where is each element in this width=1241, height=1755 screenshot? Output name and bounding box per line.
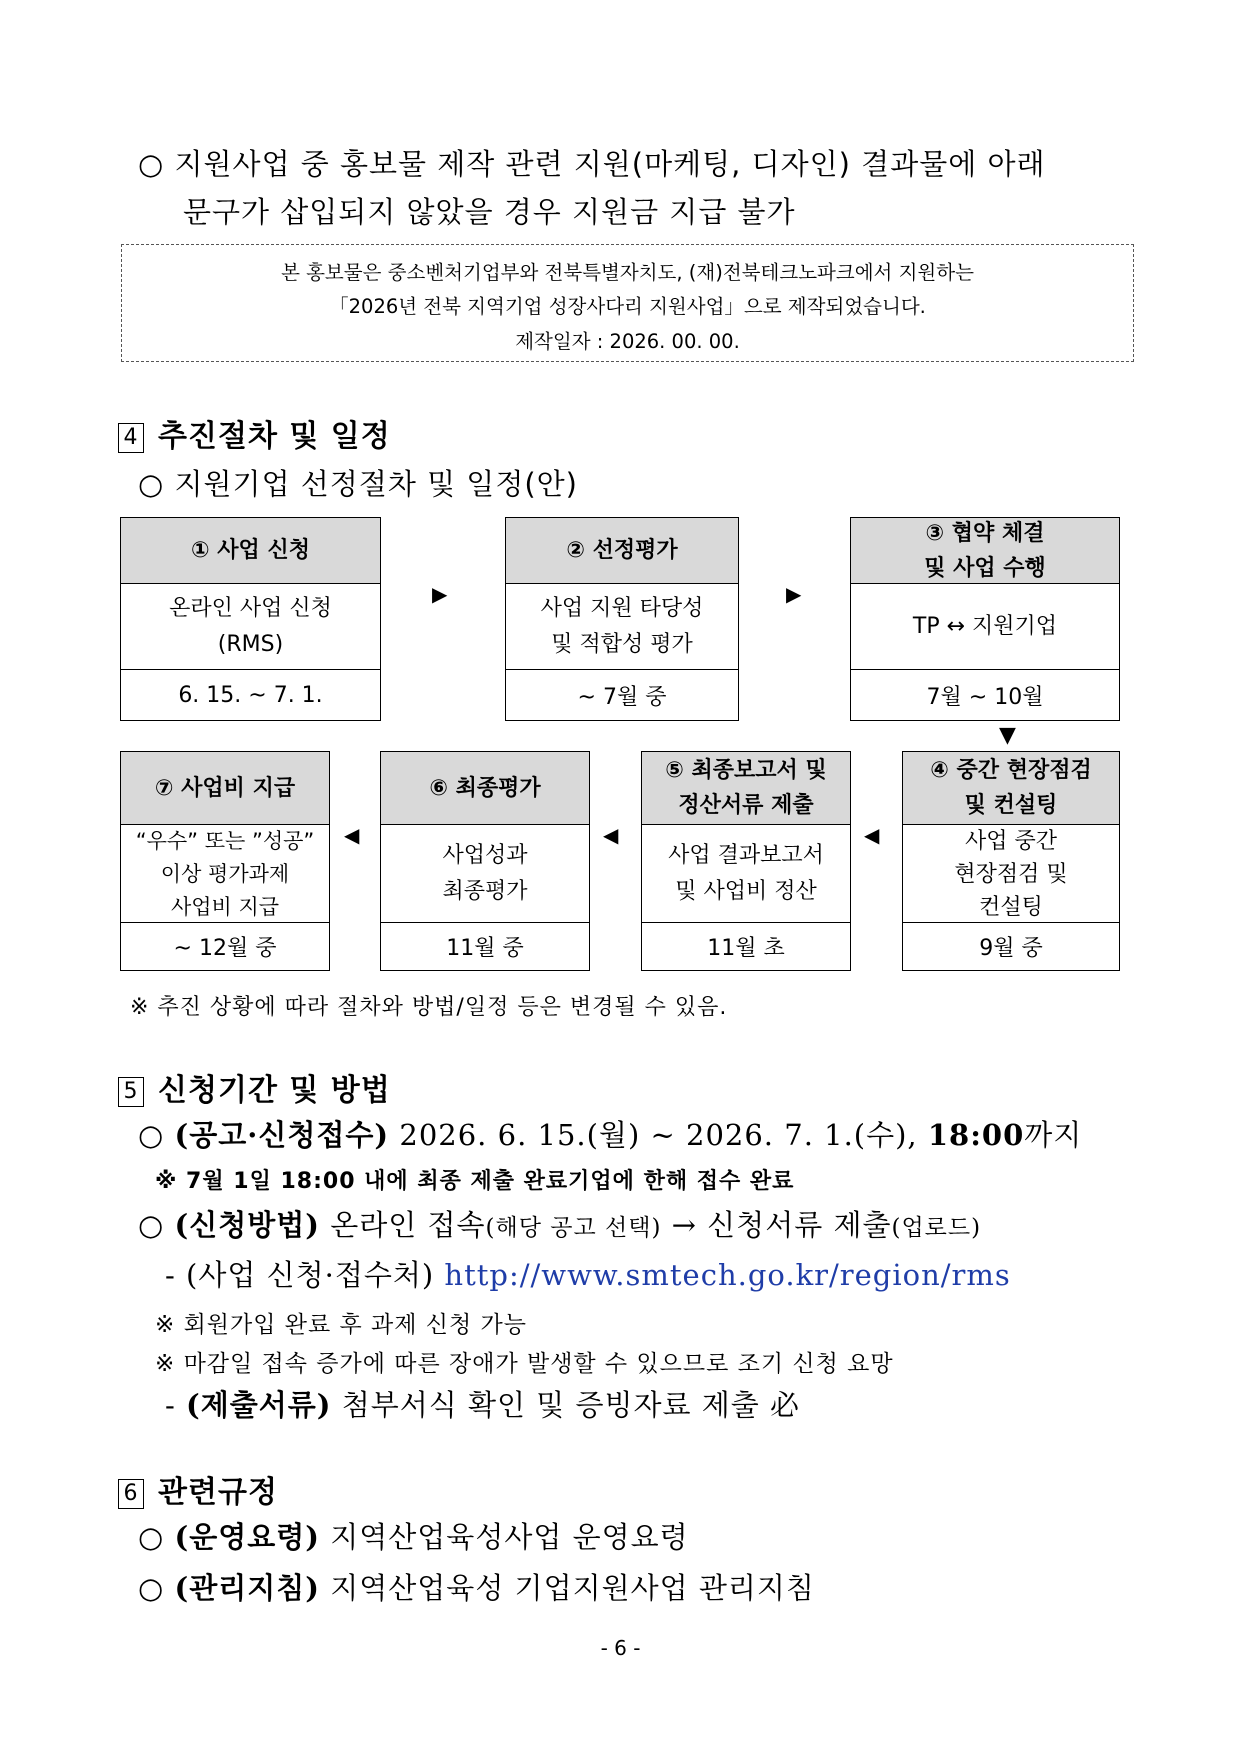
period-line — [138, 1113, 1082, 1154]
bullet: ○ — [138, 1208, 175, 1242]
bullet: ○ — [138, 1571, 175, 1605]
step-7-foot: ~ 12월 중 — [121, 922, 329, 970]
note-deadline: ※ 마감일 접속 증가에 따른 장애가 발생할 수 있으므로 조기 신청 요망 — [155, 1351, 894, 1377]
step-3-foot: 7월 ~ 10월 — [851, 669, 1119, 720]
docs-text: 첨부서식 확인 및 증빙자료 제출 必 — [331, 1388, 801, 1422]
step-7-head: ⑦ 사업비 지급 — [121, 752, 329, 825]
period-suffix: 까지 — [1024, 1118, 1083, 1152]
step-2-box — [505, 517, 739, 721]
method-paren-2: (업로드) — [891, 1215, 982, 1241]
bullet: ○ — [138, 1118, 175, 1152]
dash: - — [165, 1388, 187, 1422]
step-4-body: 사업 중간 현장점검 및 컨설팅 — [954, 828, 1068, 920]
section-5-title: 신청기간 및 방법 — [158, 1073, 391, 1108]
step-6-body: 사업성과 최종평가 — [442, 843, 528, 904]
arrow-right-icon: ▶ — [786, 582, 802, 606]
bullet: ○ — [138, 1520, 175, 1554]
method-text-2: → 신청서류 제출 — [661, 1208, 892, 1242]
step-1-body: 온라인 사업 신청 (RMS) — [169, 596, 332, 657]
step-3-body: TP ↔ 지원기업 — [912, 614, 1058, 639]
rule-1-text: 지역산업육성사업 운영요령 — [320, 1520, 689, 1554]
step-4-head: ④ 중간 현장점검 및 컨설팅 — [903, 752, 1119, 825]
step-1-foot: 6. 15. ~ 7. 1. — [121, 669, 380, 720]
docs-line — [165, 1383, 800, 1424]
period-time: 18:00 — [927, 1118, 1025, 1152]
notice-line-3: 제작일자 : 2026. 00. 00. — [515, 330, 740, 353]
section-4-title: 추진절차 및 일정 — [158, 419, 391, 454]
note-register: ※ 회원가입 완료 후 과제 신청 가능 — [155, 1312, 527, 1338]
rule-2-label: (관리지침) — [174, 1571, 321, 1605]
arrow-left-icon: ◀ — [344, 823, 360, 847]
step-4-foot: 9월 중 — [903, 922, 1119, 970]
step-5-box — [641, 751, 851, 971]
step-5-head: ⑤ 최종보고서 및 정산서류 제출 — [642, 752, 850, 825]
step-1-box — [120, 517, 381, 721]
method-line — [138, 1203, 981, 1244]
section-4-heading — [118, 411, 391, 455]
rule-2 — [138, 1566, 815, 1607]
step-3-head: ③ 협약 체결 및 사업 수행 — [851, 518, 1119, 584]
section-6-number: 6 — [118, 1479, 144, 1509]
site-label: - (사업 신청·접수처) — [165, 1258, 445, 1292]
period-text: 2026. 6. 15.(월) ~ 2026. 7. 1.(수), — [389, 1118, 928, 1152]
arrow-right-icon: ▶ — [432, 582, 448, 606]
page-number: - 6 - — [600, 1636, 641, 1660]
section-6-heading — [118, 1467, 278, 1511]
section-5-number: 5 — [118, 1077, 144, 1107]
step-2-head: ② 선정평가 — [506, 518, 738, 584]
arrow-left-icon: ◀ — [864, 823, 880, 847]
rule-2-text: 지역산업육성 기업지원사업 관리지침 — [320, 1571, 815, 1605]
section-6-title: 관련규정 — [158, 1475, 278, 1510]
rule-1 — [138, 1515, 689, 1556]
intro-line-2: 문구가 삽입되지 않았을 경우 지원금 지급 불가 — [183, 195, 796, 229]
docs-label: (제출서류) — [186, 1388, 332, 1422]
arrow-down-icon: ▼ — [999, 723, 1016, 748]
site-link[interactable]: http://www.smtech.go.kr/region/rms — [444, 1258, 1011, 1292]
period-note: ※ 7월 1일 18:00 내에 최종 제출 완료기업에 한해 접수 완료 — [155, 1169, 795, 1194]
step-4-box — [902, 751, 1120, 971]
step-2-body: 사업 지원 타당성 및 적합성 평가 — [540, 596, 704, 657]
step-6-box — [380, 751, 590, 971]
method-label: (신청방법) — [174, 1208, 321, 1242]
notice-line-2: 「2026년 전북 지역기업 성장사다리 지원사업」으로 제작되었습니다. — [329, 295, 926, 318]
section-4-subtitle: ○ 지원기업 선정절차 및 일정(안) — [138, 467, 578, 501]
arrow-left-icon: ◀ — [603, 823, 619, 847]
method-paren-1: (해당 공고 선택) — [485, 1215, 662, 1241]
step-6-head: ⑥ 최종평가 — [381, 752, 589, 825]
schedule-note: ※ 추진 상황에 따라 절차와 방법/일정 등은 변경될 수 있음. — [130, 995, 728, 1020]
step-7-body: “우수” 또는 ”성공” 이상 평가과제 사업비 지급 — [135, 828, 315, 919]
method-text: 온라인 접속 — [320, 1208, 486, 1242]
notice-line-1: 본 홍보물은 중소벤처기업부와 전북특별자치도, (재)전북테크노파크에서 지원하는 — [281, 261, 974, 284]
step-5-foot: 11월 초 — [642, 922, 850, 970]
step-3-box — [850, 517, 1120, 721]
step-1-head: ① 사업 신청 — [121, 518, 380, 584]
intro-line-1: ○ 지원사업 중 홍보물 제작 관련 지원(마케팅, 디자인) 결과물에 아래 — [138, 147, 1046, 181]
step-5-body: 사업 결과보고서 및 사업비 정산 — [668, 843, 824, 904]
step-6-foot: 11월 중 — [381, 922, 589, 970]
step-2-foot: ~ 7월 중 — [506, 669, 738, 720]
notice-box — [121, 244, 1134, 362]
step-7-box — [120, 751, 330, 971]
section-4-number: 4 — [118, 423, 144, 453]
site-line — [165, 1253, 1011, 1294]
period-label: (공고·신청접수) — [174, 1118, 390, 1152]
rule-1-label: (운영요령) — [174, 1520, 321, 1554]
section-5-heading — [118, 1065, 391, 1109]
